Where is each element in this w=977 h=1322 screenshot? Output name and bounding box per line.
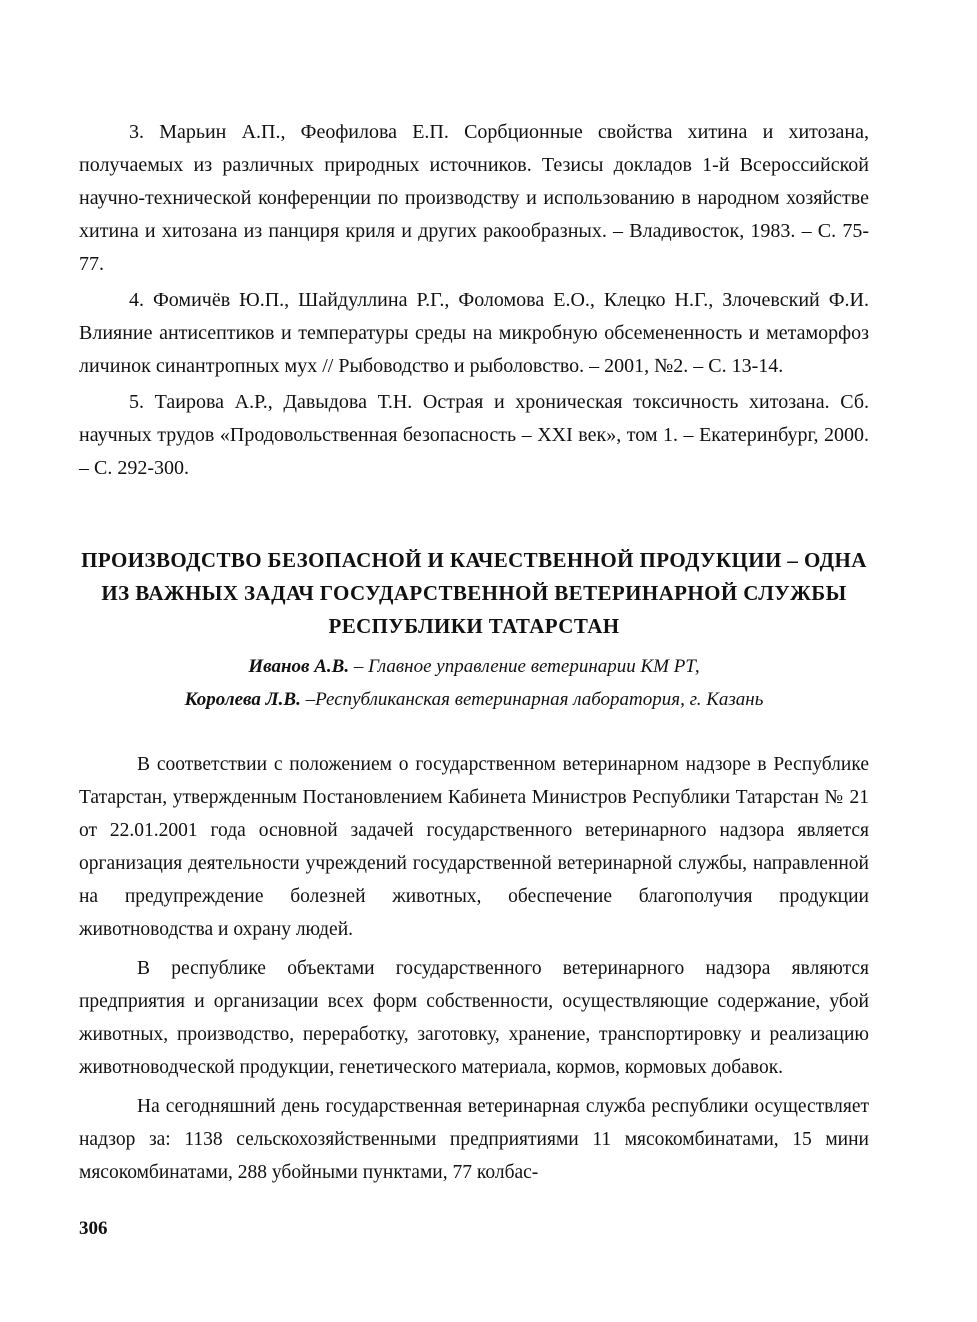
author-block <box>79 650 869 716</box>
reference-item-3: 3. Марьин А.П., Феофилова Е.П. Сорбционные свойства хитина и хитозана, получаемых из различных природных источников. Тезисы докладов 1-й Всероссийской научно-технической конференции по производству и использованию в народном хозяйстве хитина и хитозана из панциря криля и других ракообразных. – Владивосток, 1983. – С. 75-77. <box>79 121 869 275</box>
article-title: ПРОИЗВОДСТВО БЕЗОПАСНОЙ И КАЧЕСТВЕННОЙ ПРОДУКЦИИ – ОДНА ИЗ ВАЖНЫХ ЗАДАЧ ГОСУДАРСТВЕННОЙ ВЕТЕРИНАРНОЙ СЛУЖБЫ РЕСПУБЛИКИ ТАТАРСТАН <box>81 548 867 638</box>
body-paragraph-1: В соответствии с положением о государственном ветеринарном надзоре в Республике Татарстан, утвержденным Постановлением Кабинета Министров Республики Татарстан № 21 от 22.01.2001 года основной задачей государственного ветеринарного надзора является организация деятельности учреждений государственной ветеринарной службы, направленной на предупреждение болезней животных, обеспечение благополучия продукции животноводства и охрану людей. <box>79 754 869 940</box>
author-name-1: Иванов А.В. <box>248 656 350 677</box>
reference-item-4: 4. Фомичёв Ю.П., Шайдуллина Р.Г., Фоломова Е.О., Клецко Н.Г., Злочевский Ф.И. Влияние антисептиков и температуры среды на микробную обсемененность и метаморфоз личинок синантропных мух // Рыбоводство и рыболовство. – 2001, №2. – С. 13-14. <box>79 289 869 377</box>
article-body <box>79 748 869 1195</box>
author-affiliation-2: –Республиканская ветеринарная лаборатория, г. Казань <box>300 689 764 710</box>
author-line-2 <box>79 683 869 716</box>
body-paragraph-2: В республике объектами государственного ветеринарного надзора являются предприятия и организации всех форм собственности, осуществляющие содержание, убой животных, производство, переработку, заготовку, хранение, транспортировку и реализацию животноводческой продукции, генетического материала, кормов, кормовых добавок. <box>79 958 869 1078</box>
author-affiliation-1: – Главное управление ветеринарии КМ РТ, <box>349 656 700 677</box>
author-line-1 <box>79 650 869 683</box>
page-number: 306 <box>79 1218 108 1239</box>
reference-list <box>79 116 869 488</box>
author-name-2: Королева Л.В. <box>184 689 301 710</box>
reference-item-5: 5. Таирова А.Р., Давыдова Т.Н. Острая и хроническая токсичность хитозана. Сб. научных трудов «Продовольственная безопасность – XXI век», том 1. – Екатеринбург, 2000. – С. 292-300. <box>79 391 869 479</box>
body-paragraph-3: На сегодняшний день государственная ветеринарная служба республики осуществляет надзор за: 1138 сельскохозяйственными предприятиями 11 мясокомбинатами, 15 мини мясокомбинатами, 288 убойными пунктами, 77 колбас- <box>79 1096 869 1183</box>
